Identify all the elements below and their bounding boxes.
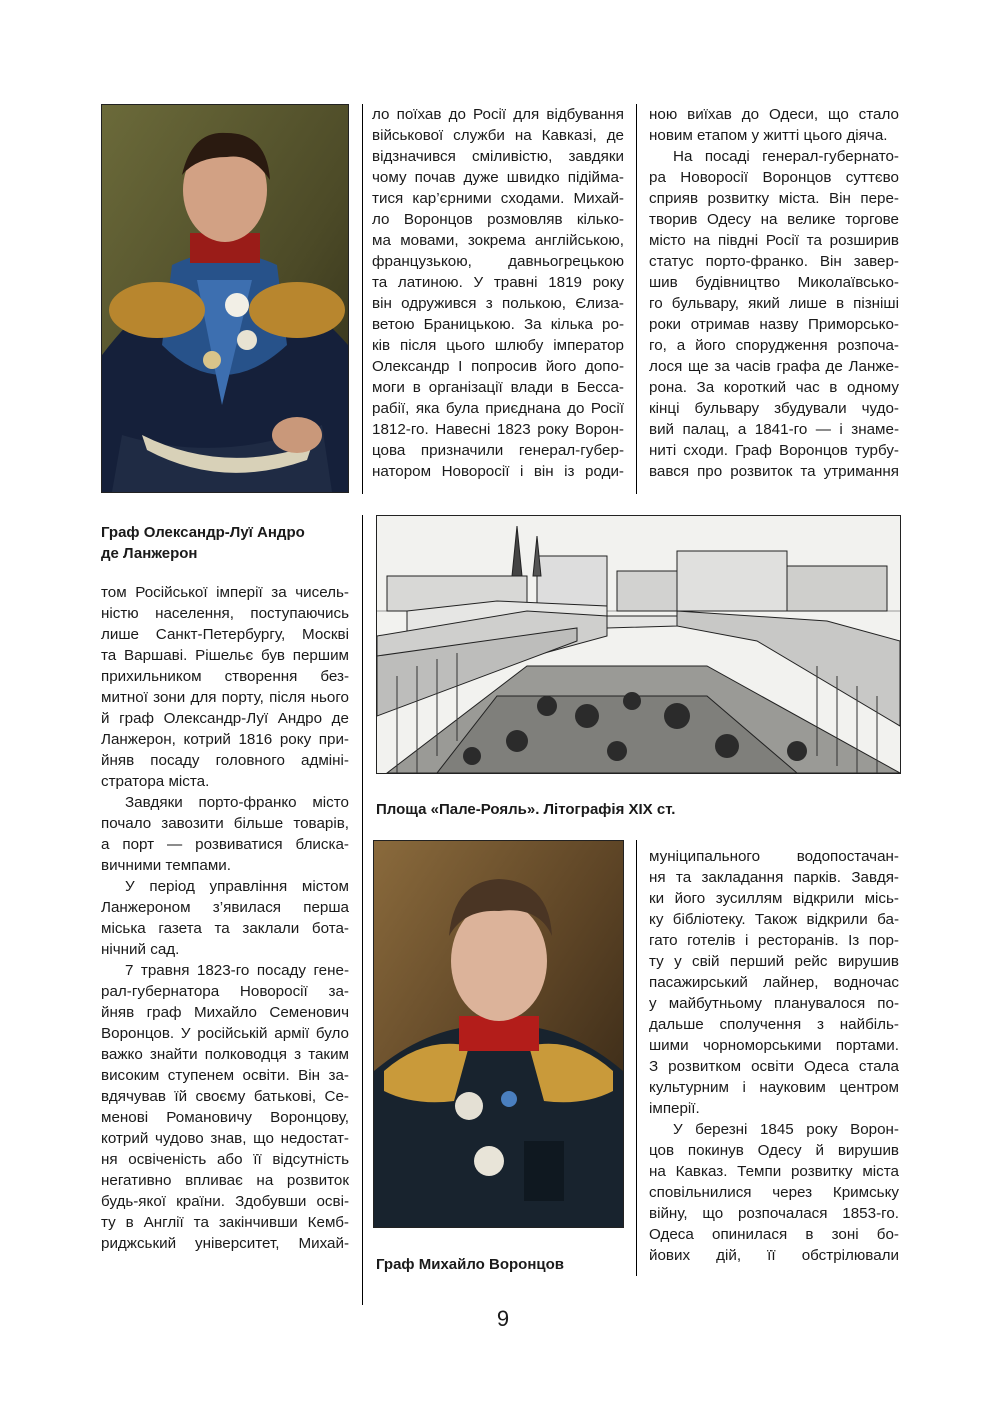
text-line: на Кавказ. Темпи розвитку міста — [649, 1163, 899, 1180]
text-line: 7 травня 1823-го посаду гене- — [125, 962, 349, 979]
text-line: У березні 1845 року Ворон- — [673, 1121, 899, 1138]
text-line: ра Новоросії Воронцов суттєво — [649, 169, 899, 186]
portrait-langeron-caption — [101, 522, 351, 564]
text-line: військової служби на Кавказі, де — [372, 127, 624, 144]
text-line: Завдяки порто-франко місто — [125, 794, 349, 811]
column-divider — [636, 840, 637, 1276]
portrait-langeron-image — [102, 105, 348, 492]
text-line: вий палац, а 1841-го — і знаме- — [649, 421, 899, 438]
text-line: французькою, давньогрецькою — [372, 253, 624, 270]
text-line: Олександр I попросив його допо- — [372, 358, 624, 375]
text-line: У період управління містом — [125, 878, 349, 895]
text-line: статус порто-франко. Він завер- — [649, 253, 899, 270]
text-line: нічний сад. — [101, 941, 180, 958]
text-line: важко знайти полководця з таким — [101, 1046, 349, 1063]
text-column-bottom-right — [649, 846, 899, 1266]
text-line: він одружився з полькою, Єлиза- — [372, 295, 624, 312]
text-line: шими чорноморськими портами. — [649, 1037, 899, 1054]
text-line: міська газета та заклали бота- — [101, 920, 349, 937]
text-line: На посаді генерал-губернато- — [673, 148, 899, 165]
text-line: Ланжерон, котрий 1816 року при- — [101, 731, 349, 748]
text-line: ло Воронцов розмовляв кілько- — [372, 211, 624, 228]
text-line: ністю населення, поступаючись — [101, 605, 349, 622]
text-line: а порт — розвиватися блиска- — [101, 836, 349, 853]
portrait-vorontsov — [373, 840, 624, 1228]
text-line: вичними темпами. — [101, 857, 231, 874]
text-line: негативно впливає на розвиток — [101, 1172, 349, 1189]
text-line: ло поїхав до Росії для відбування — [372, 106, 624, 123]
text-line: стратора міста. — [101, 773, 210, 790]
text-line: ку бібліотеку. Також відкрили ба- — [649, 911, 899, 928]
text-line: котрий чудово знав, що недостат- — [101, 1130, 349, 1147]
text-line: дальше сполучення з найбіль- — [649, 1016, 899, 1033]
text-line: ту у свій перший рейс вирушив — [649, 953, 899, 970]
text-line: Воронцов. У російській армії було — [101, 1025, 349, 1042]
text-line: вдячував їй своєму батькові, Се- — [101, 1088, 349, 1105]
text-line: новим етапом у житті цього діяча. — [649, 127, 888, 144]
lithograph-caption: Площа «Пале-Рояль». Літографія XIX ст. — [376, 801, 676, 818]
portrait-vorontsov-caption: Граф Михайло Воронцов — [376, 1256, 564, 1273]
text-line: ня освіченість або її відсутність — [101, 1151, 349, 1168]
text-line: та латиною. У травні 1819 року — [372, 274, 624, 291]
text-line: сприяв розвитку міста. Він пере- — [649, 190, 899, 207]
text-line: менові Романовичу Воронцову, — [101, 1109, 349, 1126]
text-line: роки отримав назву Приморсько- — [649, 316, 899, 333]
portrait-langeron — [101, 104, 349, 493]
text-line: ня та закладання парків. Завдя- — [649, 869, 899, 886]
text-line: З розвитком освіти Одеса стала — [649, 1058, 899, 1075]
text-line: ки його зусиллям відкрили місь- — [649, 890, 899, 907]
text-line: пасажирський лайнер, водночас — [649, 974, 899, 991]
text-line: митної зони для порту, після нього — [101, 689, 349, 706]
text-line: почало завозити більше товарів, — [101, 815, 349, 832]
text-line: ниті сходи. Граф Воронцов турбу- — [649, 442, 899, 459]
column-divider — [362, 104, 363, 494]
text-line: рабії, яка була приєднана до Росії — [372, 400, 624, 417]
text-line: 1812-го. Навесні 1823 року Ворон- — [372, 421, 624, 438]
lithograph-palais-royal — [376, 515, 901, 774]
text-line: кінці бульвару збудували чудо- — [649, 400, 899, 417]
text-line: імперії. — [649, 1100, 700, 1117]
lithograph-image — [377, 516, 900, 773]
text-line: прихильником створення без- — [101, 668, 349, 685]
text-line: лише Санкт-Петербургу, Москві — [101, 626, 349, 643]
text-line: ною виїхав до Одеси, що стало — [649, 106, 899, 123]
text-line: йняв граф Михайло Семенович — [101, 1004, 349, 1021]
text-line: гато готелів і ресторанів. Із пор- — [649, 932, 899, 949]
text-line: йняв посаду головного адміні- — [101, 752, 349, 769]
text-line: моги в організації влади в Бесса- — [372, 379, 624, 396]
text-line: будь-якої країни. Здобувши осві- — [101, 1193, 349, 1210]
text-line: го, а його спорудження розпоча- — [649, 337, 899, 354]
text-line: Одеса опинилася в зоні бо- — [649, 1226, 899, 1243]
text-line: місто на півдні Росії та розширив — [649, 232, 899, 249]
text-line: го бульвару, який лише в пізніші — [649, 295, 899, 312]
text-line: культурним і науковим центром — [649, 1079, 899, 1096]
text-line: йових дій, її обстрілювали — [649, 1247, 899, 1264]
text-line: ветою Браницькою. За кілька ро- — [372, 316, 624, 333]
text-line: вався про розвиток та утримання — [649, 463, 899, 480]
column-divider — [636, 104, 637, 494]
text-line: сповільнилися через Кримську — [649, 1184, 899, 1201]
text-column-top-right — [649, 104, 899, 482]
text-line: чому почав дуже швидко підійма- — [372, 169, 624, 186]
text-line: рона. За короткий час в одному — [649, 379, 899, 396]
portrait-vorontsov-image — [374, 841, 623, 1227]
text-column-left — [101, 582, 349, 1254]
caption-line: Граф Олександр-Луї Андро — [101, 524, 305, 541]
text-line: шив будівництво Миколаївсько- — [649, 274, 899, 291]
text-line: натором Новоросії і він із роди- — [372, 463, 624, 480]
text-line: лося ще за часів графа де Ланже- — [649, 358, 899, 375]
text-line: рал-губернатора Новоросії за- — [101, 983, 349, 1000]
text-line: ма мовами, зокрема англійською, — [372, 232, 624, 249]
caption-line: де Ланжерон — [101, 545, 198, 562]
text-line: ту в Англії та закінчивши Кемб- — [101, 1214, 349, 1231]
text-line: та Варшаві. Рішельє був першим — [101, 647, 349, 664]
text-line: ків після цього шлюбу імператор — [372, 337, 624, 354]
text-line: цов покинув Одесу й вирушив — [649, 1142, 899, 1159]
text-line: відзначився сміливістю, завдяки — [372, 148, 624, 165]
text-line: творив Одесу на велике торгове — [649, 211, 899, 228]
text-line: тися кар’єрними сходами. Михай- — [372, 190, 624, 207]
text-line: цова призначили генерал-губер- — [372, 442, 624, 459]
text-line: том Російської імперії за чисель- — [101, 584, 349, 601]
text-line: війну, що розпочалася 1853-го. — [649, 1205, 899, 1222]
text-column-top-middle — [372, 104, 624, 482]
text-line: високим ступенем освіти. Він за- — [101, 1067, 349, 1084]
text-line: муніципального водопостачан- — [649, 848, 899, 865]
text-line: й граф Олександр-Луї Андро де — [101, 710, 349, 727]
text-line: риджський університет, Михай- — [101, 1235, 349, 1252]
column-divider — [362, 515, 363, 1305]
page-number: 9 — [496, 1306, 510, 1331]
text-line: Ланжероном з’явилася перша — [101, 899, 349, 916]
text-line: у майбутньому планувалося по- — [649, 995, 899, 1012]
